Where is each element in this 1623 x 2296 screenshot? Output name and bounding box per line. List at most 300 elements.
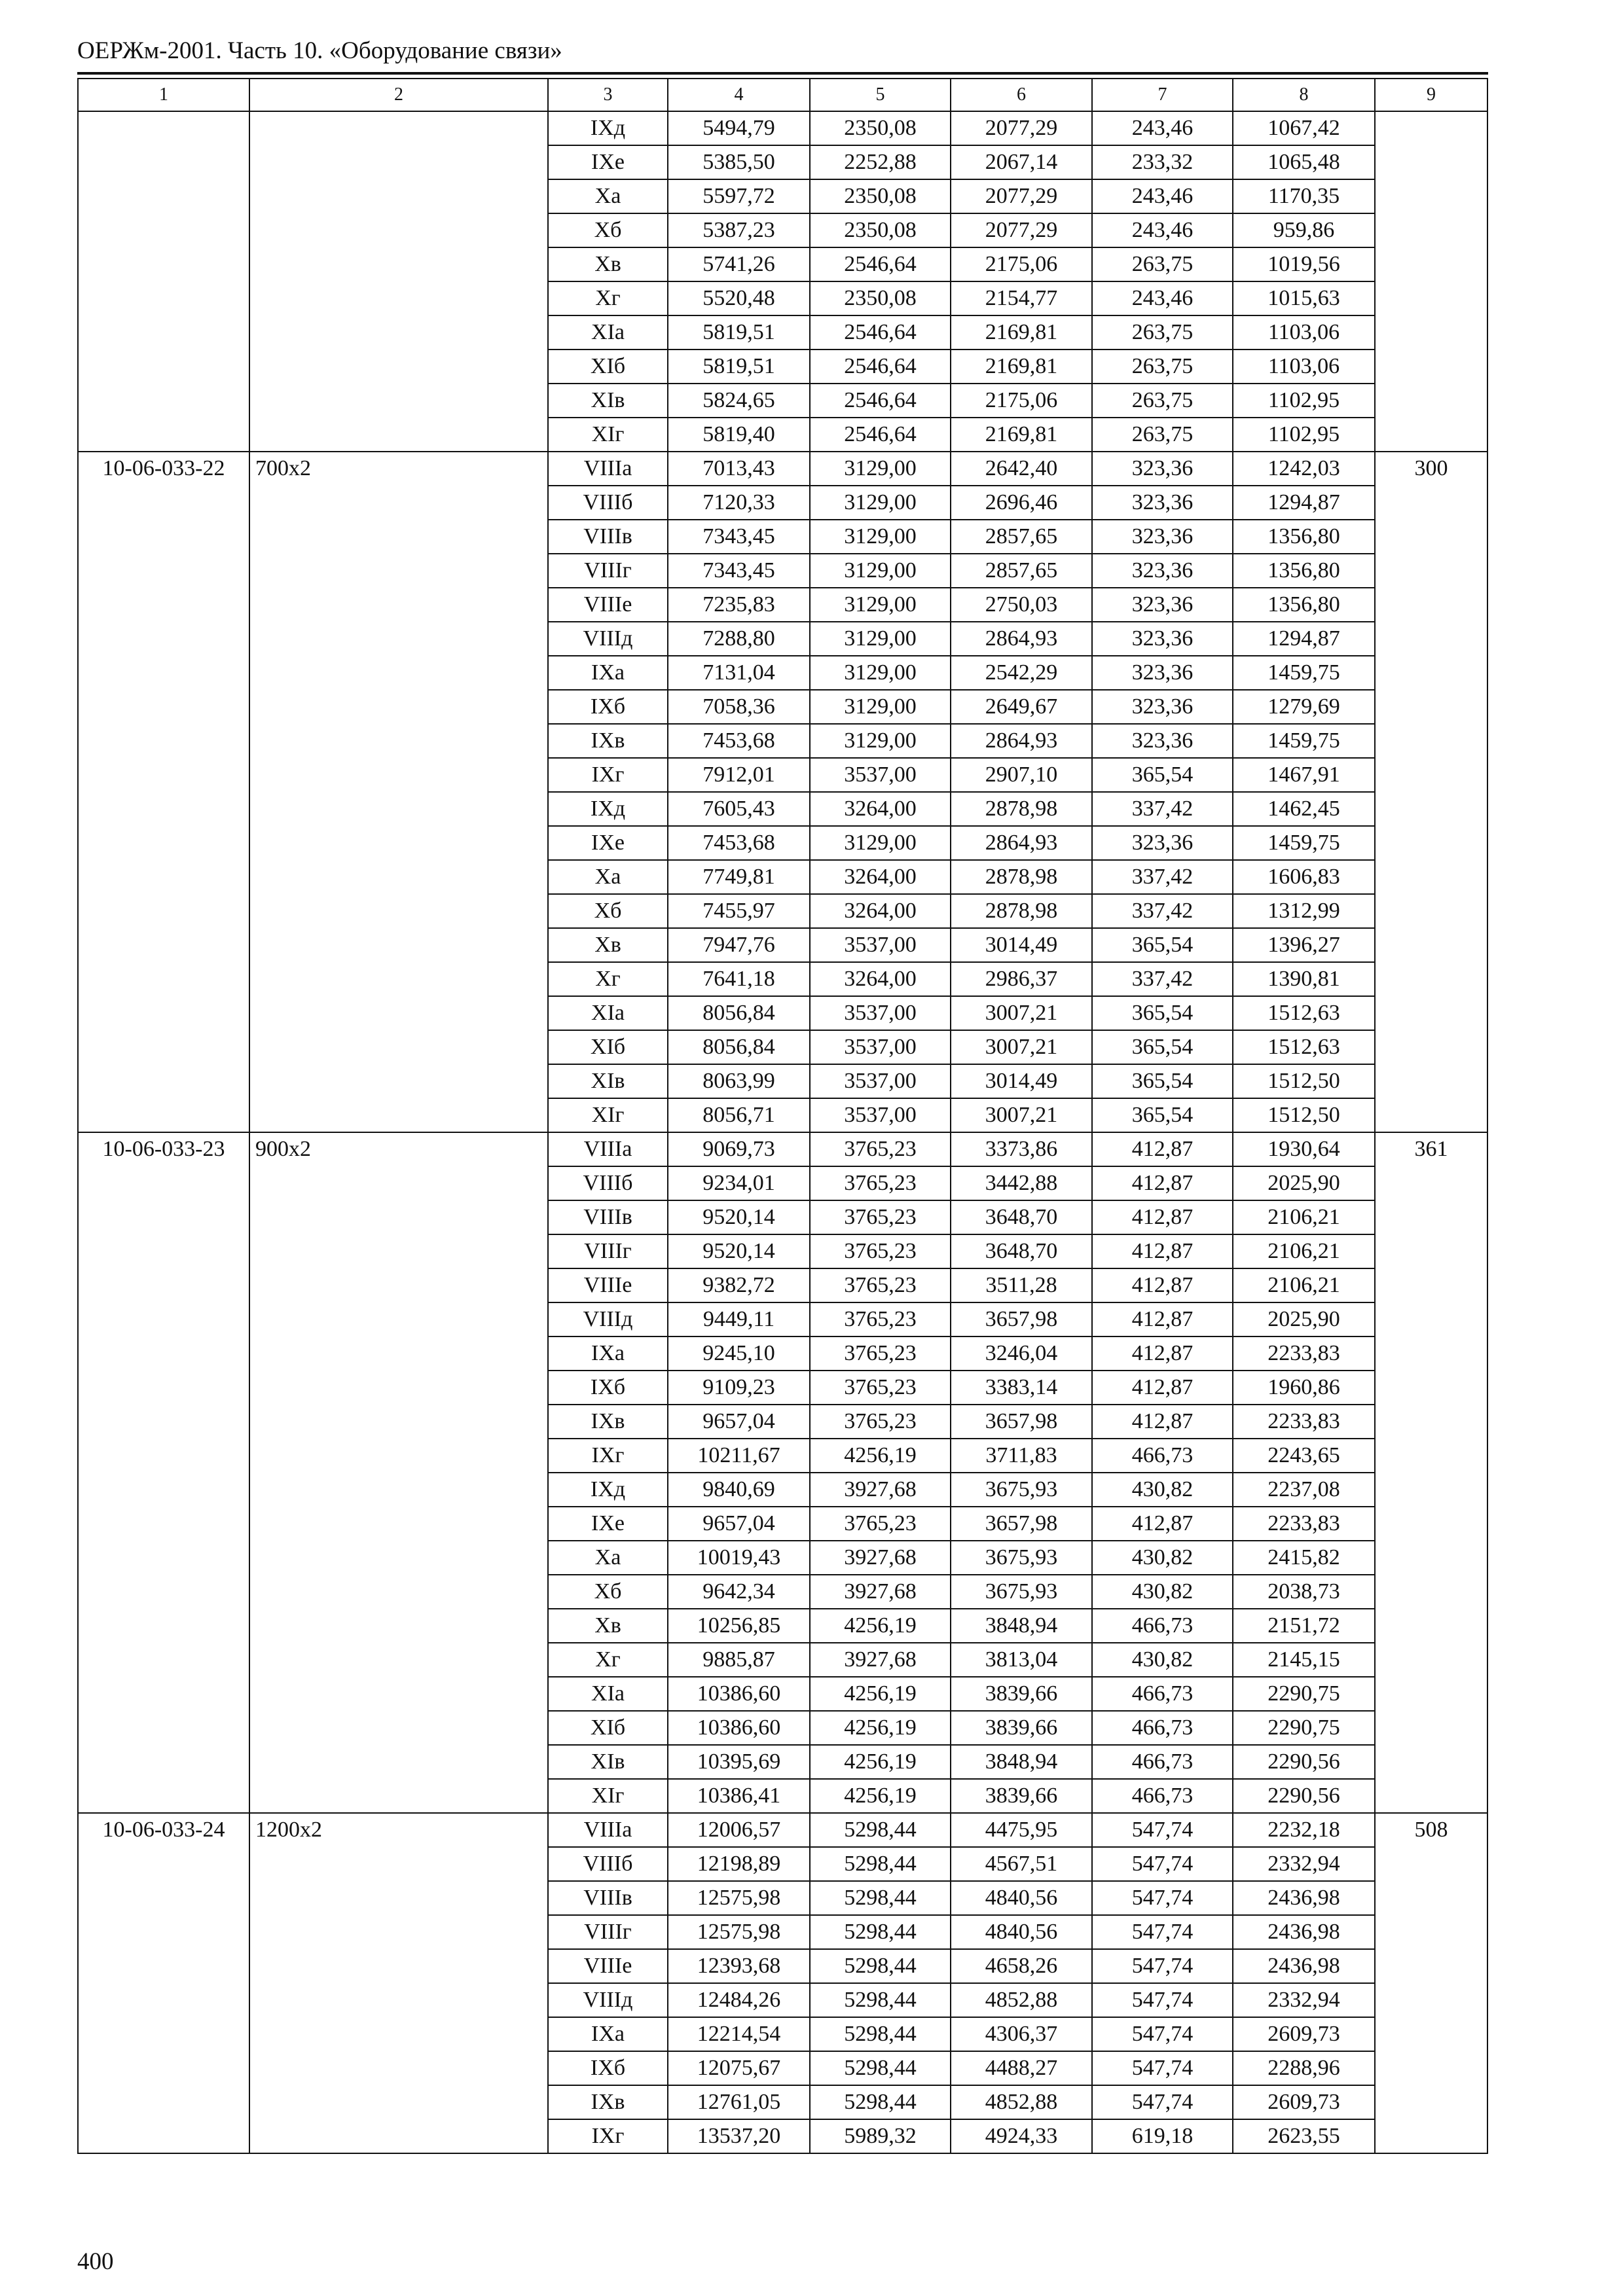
machines-cell: 2077,29 xyxy=(951,213,1092,247)
wages-cell: 3129,00 xyxy=(810,452,951,486)
drivers-wages-cell: 365,54 xyxy=(1092,1098,1233,1132)
total-cost-cell: 7912,01 xyxy=(668,758,810,792)
wages-cell: 3765,23 xyxy=(810,1234,951,1268)
drivers-wages-cell: 323,36 xyxy=(1092,588,1233,622)
materials-cell: 2290,75 xyxy=(1233,1677,1375,1711)
machines-cell: 4840,56 xyxy=(951,1915,1092,1949)
wages-cell: 3129,00 xyxy=(810,588,951,622)
wages-cell: 2252,88 xyxy=(810,145,951,179)
category-cell: Xг xyxy=(548,281,668,315)
wages-cell: 3537,00 xyxy=(810,1030,951,1064)
drivers-wages-cell: 466,73 xyxy=(1092,1439,1233,1473)
materials-cell: 1459,75 xyxy=(1233,724,1375,758)
materials-cell: 2290,56 xyxy=(1233,1745,1375,1779)
total-cost-cell: 5387,23 xyxy=(668,213,810,247)
total-cost-cell: 7058,36 xyxy=(668,690,810,724)
total-cost-cell: 9840,69 xyxy=(668,1473,810,1507)
category-cell: Xг xyxy=(548,1643,668,1677)
column-header: 1 xyxy=(78,79,249,111)
column-header: 4 xyxy=(668,79,810,111)
total-cost-cell: 5819,51 xyxy=(668,315,810,350)
total-cost-cell: 7641,18 xyxy=(668,962,810,996)
materials-cell: 1103,06 xyxy=(1233,350,1375,384)
wages-cell: 3537,00 xyxy=(810,758,951,792)
materials-cell: 1356,80 xyxy=(1233,554,1375,588)
wages-cell: 2546,64 xyxy=(810,418,951,452)
materials-cell: 1930,64 xyxy=(1233,1132,1375,1166)
total-cost-cell: 9245,10 xyxy=(668,1336,810,1371)
wages-cell: 2546,64 xyxy=(810,247,951,281)
materials-cell: 2145,15 xyxy=(1233,1643,1375,1677)
drivers-wages-cell: 337,42 xyxy=(1092,860,1233,894)
machines-cell: 2067,14 xyxy=(951,145,1092,179)
machines-cell: 2864,93 xyxy=(951,622,1092,656)
materials-cell: 2232,18 xyxy=(1233,1813,1375,1847)
category-cell: Xб xyxy=(548,894,668,928)
total-cost-cell: 8056,84 xyxy=(668,1030,810,1064)
machines-cell: 3848,94 xyxy=(951,1745,1092,1779)
drivers-wages-cell: 323,36 xyxy=(1092,452,1233,486)
category-cell: Xа xyxy=(548,860,668,894)
wages-cell: 2350,08 xyxy=(810,111,951,145)
drivers-wages-cell: 466,73 xyxy=(1092,1711,1233,1745)
total-cost-cell: 5819,40 xyxy=(668,418,810,452)
wages-cell: 3129,00 xyxy=(810,724,951,758)
category-cell: IXг xyxy=(548,1439,668,1473)
category-cell: XIа xyxy=(548,1677,668,1711)
category-cell: IXе xyxy=(548,1507,668,1541)
machines-cell: 2696,46 xyxy=(951,486,1092,520)
materials-cell: 2233,83 xyxy=(1233,1336,1375,1371)
category-cell: IXе xyxy=(548,826,668,860)
category-cell: XIв xyxy=(548,1064,668,1098)
column-header: 5 xyxy=(810,79,951,111)
page-header: ОЕРЖм-2001. Часть 10. «Оборудование связи» xyxy=(77,37,562,64)
wages-cell: 3927,68 xyxy=(810,1541,951,1575)
category-cell: XIв xyxy=(548,384,668,418)
drivers-wages-cell: 412,87 xyxy=(1092,1132,1233,1166)
total-cost-cell: 10395,69 xyxy=(668,1745,810,1779)
materials-cell: 1102,95 xyxy=(1233,418,1375,452)
machines-cell: 3657,98 xyxy=(951,1302,1092,1336)
materials-cell: 1294,87 xyxy=(1233,622,1375,656)
drivers-wages-cell: 547,74 xyxy=(1092,1915,1233,1949)
machines-cell: 3657,98 xyxy=(951,1405,1092,1439)
drivers-wages-cell: 412,87 xyxy=(1092,1336,1233,1371)
wages-cell: 3129,00 xyxy=(810,826,951,860)
category-cell: VIIIд xyxy=(548,622,668,656)
wages-cell: 3537,00 xyxy=(810,928,951,962)
total-cost-cell: 9657,04 xyxy=(668,1507,810,1541)
machines-cell: 3007,21 xyxy=(951,1098,1092,1132)
rate-code-cell xyxy=(78,111,249,452)
category-cell: XIб xyxy=(548,350,668,384)
labor-cell xyxy=(1375,111,1487,452)
wages-cell: 3927,68 xyxy=(810,1643,951,1677)
drivers-wages-cell: 412,87 xyxy=(1092,1166,1233,1200)
machines-cell: 2154,77 xyxy=(951,281,1092,315)
total-cost-cell: 10211,67 xyxy=(668,1439,810,1473)
total-cost-cell: 9069,73 xyxy=(668,1132,810,1166)
category-cell: VIIIг xyxy=(548,554,668,588)
materials-cell: 1279,69 xyxy=(1233,690,1375,724)
category-cell: VIIIа xyxy=(548,1813,668,1847)
materials-cell: 1467,91 xyxy=(1233,758,1375,792)
wages-cell: 3765,23 xyxy=(810,1371,951,1405)
column-header: 3 xyxy=(548,79,668,111)
wages-cell: 3129,00 xyxy=(810,554,951,588)
machines-cell: 2169,81 xyxy=(951,418,1092,452)
drivers-wages-cell: 233,32 xyxy=(1092,145,1233,179)
column-number-row xyxy=(78,79,1487,111)
total-cost-cell: 7453,68 xyxy=(668,724,810,758)
materials-cell: 1102,95 xyxy=(1233,384,1375,418)
category-cell: IXд xyxy=(548,792,668,826)
machines-cell: 3442,88 xyxy=(951,1166,1092,1200)
total-cost-cell: 7235,83 xyxy=(668,588,810,622)
machines-cell: 3511,28 xyxy=(951,1268,1092,1302)
total-cost-cell: 7947,76 xyxy=(668,928,810,962)
total-cost-cell: 12198,89 xyxy=(668,1847,810,1881)
category-cell: VIIIе xyxy=(548,1949,668,1983)
category-cell: XIа xyxy=(548,315,668,350)
materials-cell: 2436,98 xyxy=(1233,1881,1375,1915)
wages-cell: 4256,19 xyxy=(810,1779,951,1813)
machines-cell: 3007,21 xyxy=(951,996,1092,1030)
wages-cell: 5298,44 xyxy=(810,1813,951,1847)
wages-cell: 4256,19 xyxy=(810,1609,951,1643)
column-header: 8 xyxy=(1233,79,1375,111)
wages-cell: 3264,00 xyxy=(810,860,951,894)
category-cell: IXб xyxy=(548,2051,668,2085)
materials-cell: 1294,87 xyxy=(1233,486,1375,520)
materials-cell: 1459,75 xyxy=(1233,826,1375,860)
machines-cell: 2175,06 xyxy=(951,384,1092,418)
materials-cell: 1396,27 xyxy=(1233,928,1375,962)
drivers-wages-cell: 547,74 xyxy=(1092,1847,1233,1881)
category-cell: Xб xyxy=(548,213,668,247)
labor-cell: 508 xyxy=(1375,1813,1487,2153)
drivers-wages-cell: 547,74 xyxy=(1092,2051,1233,2085)
category-cell: Xв xyxy=(548,928,668,962)
materials-cell: 2609,73 xyxy=(1233,2085,1375,2119)
total-cost-cell: 7749,81 xyxy=(668,860,810,894)
wages-cell: 3765,23 xyxy=(810,1200,951,1234)
materials-cell: 1015,63 xyxy=(1233,281,1375,315)
wages-cell: 3129,00 xyxy=(810,690,951,724)
wages-cell: 2350,08 xyxy=(810,179,951,213)
machines-cell: 2864,93 xyxy=(951,724,1092,758)
materials-cell: 1019,56 xyxy=(1233,247,1375,281)
materials-cell: 1356,80 xyxy=(1233,588,1375,622)
wages-cell: 5298,44 xyxy=(810,2017,951,2051)
total-cost-cell: 7605,43 xyxy=(668,792,810,826)
machines-cell: 4852,88 xyxy=(951,1983,1092,2017)
machines-cell: 2169,81 xyxy=(951,315,1092,350)
category-cell: VIIIб xyxy=(548,1166,668,1200)
materials-cell: 1459,75 xyxy=(1233,656,1375,690)
category-cell: IXд xyxy=(548,111,668,145)
wages-cell: 2546,64 xyxy=(810,384,951,418)
machines-cell: 2907,10 xyxy=(951,758,1092,792)
total-cost-cell: 8063,99 xyxy=(668,1064,810,1098)
page-number: 400 xyxy=(77,2248,114,2275)
category-cell: IXд xyxy=(548,1473,668,1507)
materials-cell: 2288,96 xyxy=(1233,2051,1375,2085)
machines-cell: 4475,95 xyxy=(951,1813,1092,1847)
total-cost-cell: 9885,87 xyxy=(668,1643,810,1677)
machines-cell: 3246,04 xyxy=(951,1336,1092,1371)
total-cost-cell: 7343,45 xyxy=(668,554,810,588)
category-cell: IXа xyxy=(548,1336,668,1371)
category-cell: IXв xyxy=(548,2085,668,2119)
wages-cell: 5298,44 xyxy=(810,2085,951,2119)
machines-cell: 2878,98 xyxy=(951,894,1092,928)
total-cost-cell: 9520,14 xyxy=(668,1234,810,1268)
wages-cell: 5298,44 xyxy=(810,1847,951,1881)
materials-cell: 1170,35 xyxy=(1233,179,1375,213)
wages-cell: 4256,19 xyxy=(810,1711,951,1745)
materials-cell: 2436,98 xyxy=(1233,1949,1375,1983)
wages-cell: 4256,19 xyxy=(810,1439,951,1473)
category-cell: IXг xyxy=(548,2119,668,2153)
wages-cell: 5298,44 xyxy=(810,1949,951,1983)
drivers-wages-cell: 547,74 xyxy=(1092,2085,1233,2119)
machines-cell: 2750,03 xyxy=(951,588,1092,622)
machines-cell: 3373,86 xyxy=(951,1132,1092,1166)
category-cell: IXа xyxy=(548,656,668,690)
total-cost-cell: 7288,80 xyxy=(668,622,810,656)
category-cell: Xв xyxy=(548,247,668,281)
category-cell: VIIIг xyxy=(548,1915,668,1949)
category-cell: IXе xyxy=(548,145,668,179)
category-cell: XIг xyxy=(548,418,668,452)
category-cell: VIIIв xyxy=(548,1881,668,1915)
wages-cell: 5298,44 xyxy=(810,2051,951,2085)
rate-code-cell: 10-06-033-24 xyxy=(78,1813,249,2153)
price-table xyxy=(77,78,1488,2154)
wages-cell: 5298,44 xyxy=(810,1983,951,2017)
category-cell: Xа xyxy=(548,1541,668,1575)
drivers-wages-cell: 243,46 xyxy=(1092,179,1233,213)
drivers-wages-cell: 412,87 xyxy=(1092,1302,1233,1336)
category-cell: VIIIб xyxy=(548,1847,668,1881)
drivers-wages-cell: 263,75 xyxy=(1092,418,1233,452)
machines-cell: 3675,93 xyxy=(951,1473,1092,1507)
drivers-wages-cell: 547,74 xyxy=(1092,1813,1233,1847)
category-cell: XIв xyxy=(548,1745,668,1779)
drivers-wages-cell: 430,82 xyxy=(1092,1473,1233,1507)
wages-cell: 3264,00 xyxy=(810,894,951,928)
materials-cell: 1103,06 xyxy=(1233,315,1375,350)
drivers-wages-cell: 466,73 xyxy=(1092,1609,1233,1643)
total-cost-cell: 12075,67 xyxy=(668,2051,810,2085)
size-cell: 700x2 xyxy=(249,452,548,1132)
total-cost-cell: 12484,26 xyxy=(668,1983,810,2017)
wages-cell: 4256,19 xyxy=(810,1677,951,1711)
column-header: 7 xyxy=(1092,79,1233,111)
materials-cell: 959,86 xyxy=(1233,213,1375,247)
machines-cell: 3848,94 xyxy=(951,1609,1092,1643)
total-cost-cell: 12575,98 xyxy=(668,1881,810,1915)
drivers-wages-cell: 466,73 xyxy=(1092,1779,1233,1813)
total-cost-cell: 9382,72 xyxy=(668,1268,810,1302)
drivers-wages-cell: 337,42 xyxy=(1092,962,1233,996)
rate-code-cell: 10-06-033-22 xyxy=(78,452,249,1132)
header-rule xyxy=(77,72,1488,75)
total-cost-cell: 12761,05 xyxy=(668,2085,810,2119)
wages-cell: 2546,64 xyxy=(810,315,951,350)
labor-cell: 300 xyxy=(1375,452,1487,1132)
total-cost-cell: 10256,85 xyxy=(668,1609,810,1643)
materials-cell: 1356,80 xyxy=(1233,520,1375,554)
category-cell: VIIIа xyxy=(548,1132,668,1166)
machines-cell: 2175,06 xyxy=(951,247,1092,281)
drivers-wages-cell: 323,36 xyxy=(1092,656,1233,690)
category-cell: VIIIе xyxy=(548,1268,668,1302)
drivers-wages-cell: 323,36 xyxy=(1092,554,1233,588)
drivers-wages-cell: 547,74 xyxy=(1092,1949,1233,1983)
machines-cell: 2986,37 xyxy=(951,962,1092,996)
materials-cell: 1960,86 xyxy=(1233,1371,1375,1405)
drivers-wages-cell: 430,82 xyxy=(1092,1541,1233,1575)
machines-cell: 3014,49 xyxy=(951,1064,1092,1098)
machines-cell: 2857,65 xyxy=(951,554,1092,588)
machines-cell: 4306,37 xyxy=(951,2017,1092,2051)
total-cost-cell: 10386,60 xyxy=(668,1711,810,1745)
drivers-wages-cell: 365,54 xyxy=(1092,996,1233,1030)
total-cost-cell: 5520,48 xyxy=(668,281,810,315)
wages-cell: 3129,00 xyxy=(810,622,951,656)
machines-cell: 4488,27 xyxy=(951,2051,1092,2085)
size-cell: 1200x2 xyxy=(249,1813,548,2153)
rate-code-cell: 10-06-033-23 xyxy=(78,1132,249,1813)
materials-cell: 1242,03 xyxy=(1233,452,1375,486)
drivers-wages-cell: 243,46 xyxy=(1092,111,1233,145)
wages-cell: 2350,08 xyxy=(810,213,951,247)
wages-cell: 3765,23 xyxy=(810,1302,951,1336)
wages-cell: 3537,00 xyxy=(810,1064,951,1098)
materials-cell: 2106,21 xyxy=(1233,1200,1375,1234)
category-cell: IXб xyxy=(548,1371,668,1405)
wages-cell: 3129,00 xyxy=(810,520,951,554)
machines-cell: 4840,56 xyxy=(951,1881,1092,1915)
machines-cell: 4658,26 xyxy=(951,1949,1092,1983)
drivers-wages-cell: 365,54 xyxy=(1092,758,1233,792)
drivers-wages-cell: 412,87 xyxy=(1092,1234,1233,1268)
wages-cell: 5298,44 xyxy=(810,1915,951,1949)
wages-cell: 3537,00 xyxy=(810,996,951,1030)
materials-cell: 2290,75 xyxy=(1233,1711,1375,1745)
category-cell: Xа xyxy=(548,179,668,213)
machines-cell: 4567,51 xyxy=(951,1847,1092,1881)
machines-cell: 2878,98 xyxy=(951,860,1092,894)
table-row xyxy=(78,1813,1487,1847)
total-cost-cell: 7131,04 xyxy=(668,656,810,690)
size-cell: 900x2 xyxy=(249,1132,548,1813)
machines-cell: 2077,29 xyxy=(951,111,1092,145)
total-cost-cell: 12575,98 xyxy=(668,1915,810,1949)
machines-cell: 3648,70 xyxy=(951,1234,1092,1268)
wages-cell: 3765,23 xyxy=(810,1132,951,1166)
wages-cell: 3264,00 xyxy=(810,792,951,826)
materials-cell: 2332,94 xyxy=(1233,1983,1375,2017)
wages-cell: 3264,00 xyxy=(810,962,951,996)
wages-cell: 3129,00 xyxy=(810,486,951,520)
category-cell: VIIIе xyxy=(548,588,668,622)
materials-cell: 2609,73 xyxy=(1233,2017,1375,2051)
drivers-wages-cell: 263,75 xyxy=(1092,350,1233,384)
wages-cell: 2350,08 xyxy=(810,281,951,315)
wages-cell: 3765,23 xyxy=(810,1336,951,1371)
machines-cell: 2542,29 xyxy=(951,656,1092,690)
drivers-wages-cell: 323,36 xyxy=(1092,690,1233,724)
drivers-wages-cell: 365,54 xyxy=(1092,1030,1233,1064)
wages-cell: 2546,64 xyxy=(810,350,951,384)
drivers-wages-cell: 243,46 xyxy=(1092,281,1233,315)
wages-cell: 3927,68 xyxy=(810,1473,951,1507)
drivers-wages-cell: 263,75 xyxy=(1092,247,1233,281)
total-cost-cell: 5824,65 xyxy=(668,384,810,418)
category-cell: VIIIг xyxy=(548,1234,668,1268)
category-cell: Xб xyxy=(548,1575,668,1609)
wages-cell: 3927,68 xyxy=(810,1575,951,1609)
machines-cell: 2642,40 xyxy=(951,452,1092,486)
column-header: 2 xyxy=(249,79,548,111)
materials-cell: 1067,42 xyxy=(1233,111,1375,145)
drivers-wages-cell: 547,74 xyxy=(1092,2017,1233,2051)
drivers-wages-cell: 323,36 xyxy=(1092,622,1233,656)
category-cell: XIг xyxy=(548,1779,668,1813)
table-row xyxy=(78,1132,1487,1166)
wages-cell: 3765,23 xyxy=(810,1166,951,1200)
total-cost-cell: 10386,60 xyxy=(668,1677,810,1711)
total-cost-cell: 12393,68 xyxy=(668,1949,810,1983)
drivers-wages-cell: 337,42 xyxy=(1092,792,1233,826)
machines-cell: 2864,93 xyxy=(951,826,1092,860)
drivers-wages-cell: 365,54 xyxy=(1092,1064,1233,1098)
machines-cell: 3711,83 xyxy=(951,1439,1092,1473)
category-cell: XIг xyxy=(548,1098,668,1132)
materials-cell: 2025,90 xyxy=(1233,1302,1375,1336)
total-cost-cell: 5597,72 xyxy=(668,179,810,213)
materials-cell: 2151,72 xyxy=(1233,1609,1375,1643)
total-cost-cell: 7013,43 xyxy=(668,452,810,486)
drivers-wages-cell: 547,74 xyxy=(1092,1983,1233,2017)
drivers-wages-cell: 323,36 xyxy=(1092,486,1233,520)
machines-cell: 3648,70 xyxy=(951,1200,1092,1234)
materials-cell: 2038,73 xyxy=(1233,1575,1375,1609)
materials-cell: 2237,08 xyxy=(1233,1473,1375,1507)
drivers-wages-cell: 412,87 xyxy=(1092,1507,1233,1541)
column-header: 9 xyxy=(1375,79,1487,111)
machines-cell: 3839,66 xyxy=(951,1677,1092,1711)
machines-cell: 2169,81 xyxy=(951,350,1092,384)
materials-cell: 2233,83 xyxy=(1233,1507,1375,1541)
drivers-wages-cell: 263,75 xyxy=(1092,315,1233,350)
table-row xyxy=(78,452,1487,486)
total-cost-cell: 9109,23 xyxy=(668,1371,810,1405)
category-cell: VIIIб xyxy=(548,486,668,520)
drivers-wages-cell: 412,87 xyxy=(1092,1405,1233,1439)
materials-cell: 1065,48 xyxy=(1233,145,1375,179)
wages-cell: 5298,44 xyxy=(810,1881,951,1915)
table-row xyxy=(78,111,1487,145)
machines-cell: 3675,93 xyxy=(951,1575,1092,1609)
size-cell xyxy=(249,111,548,452)
category-cell: IXв xyxy=(548,724,668,758)
drivers-wages-cell: 263,75 xyxy=(1092,384,1233,418)
